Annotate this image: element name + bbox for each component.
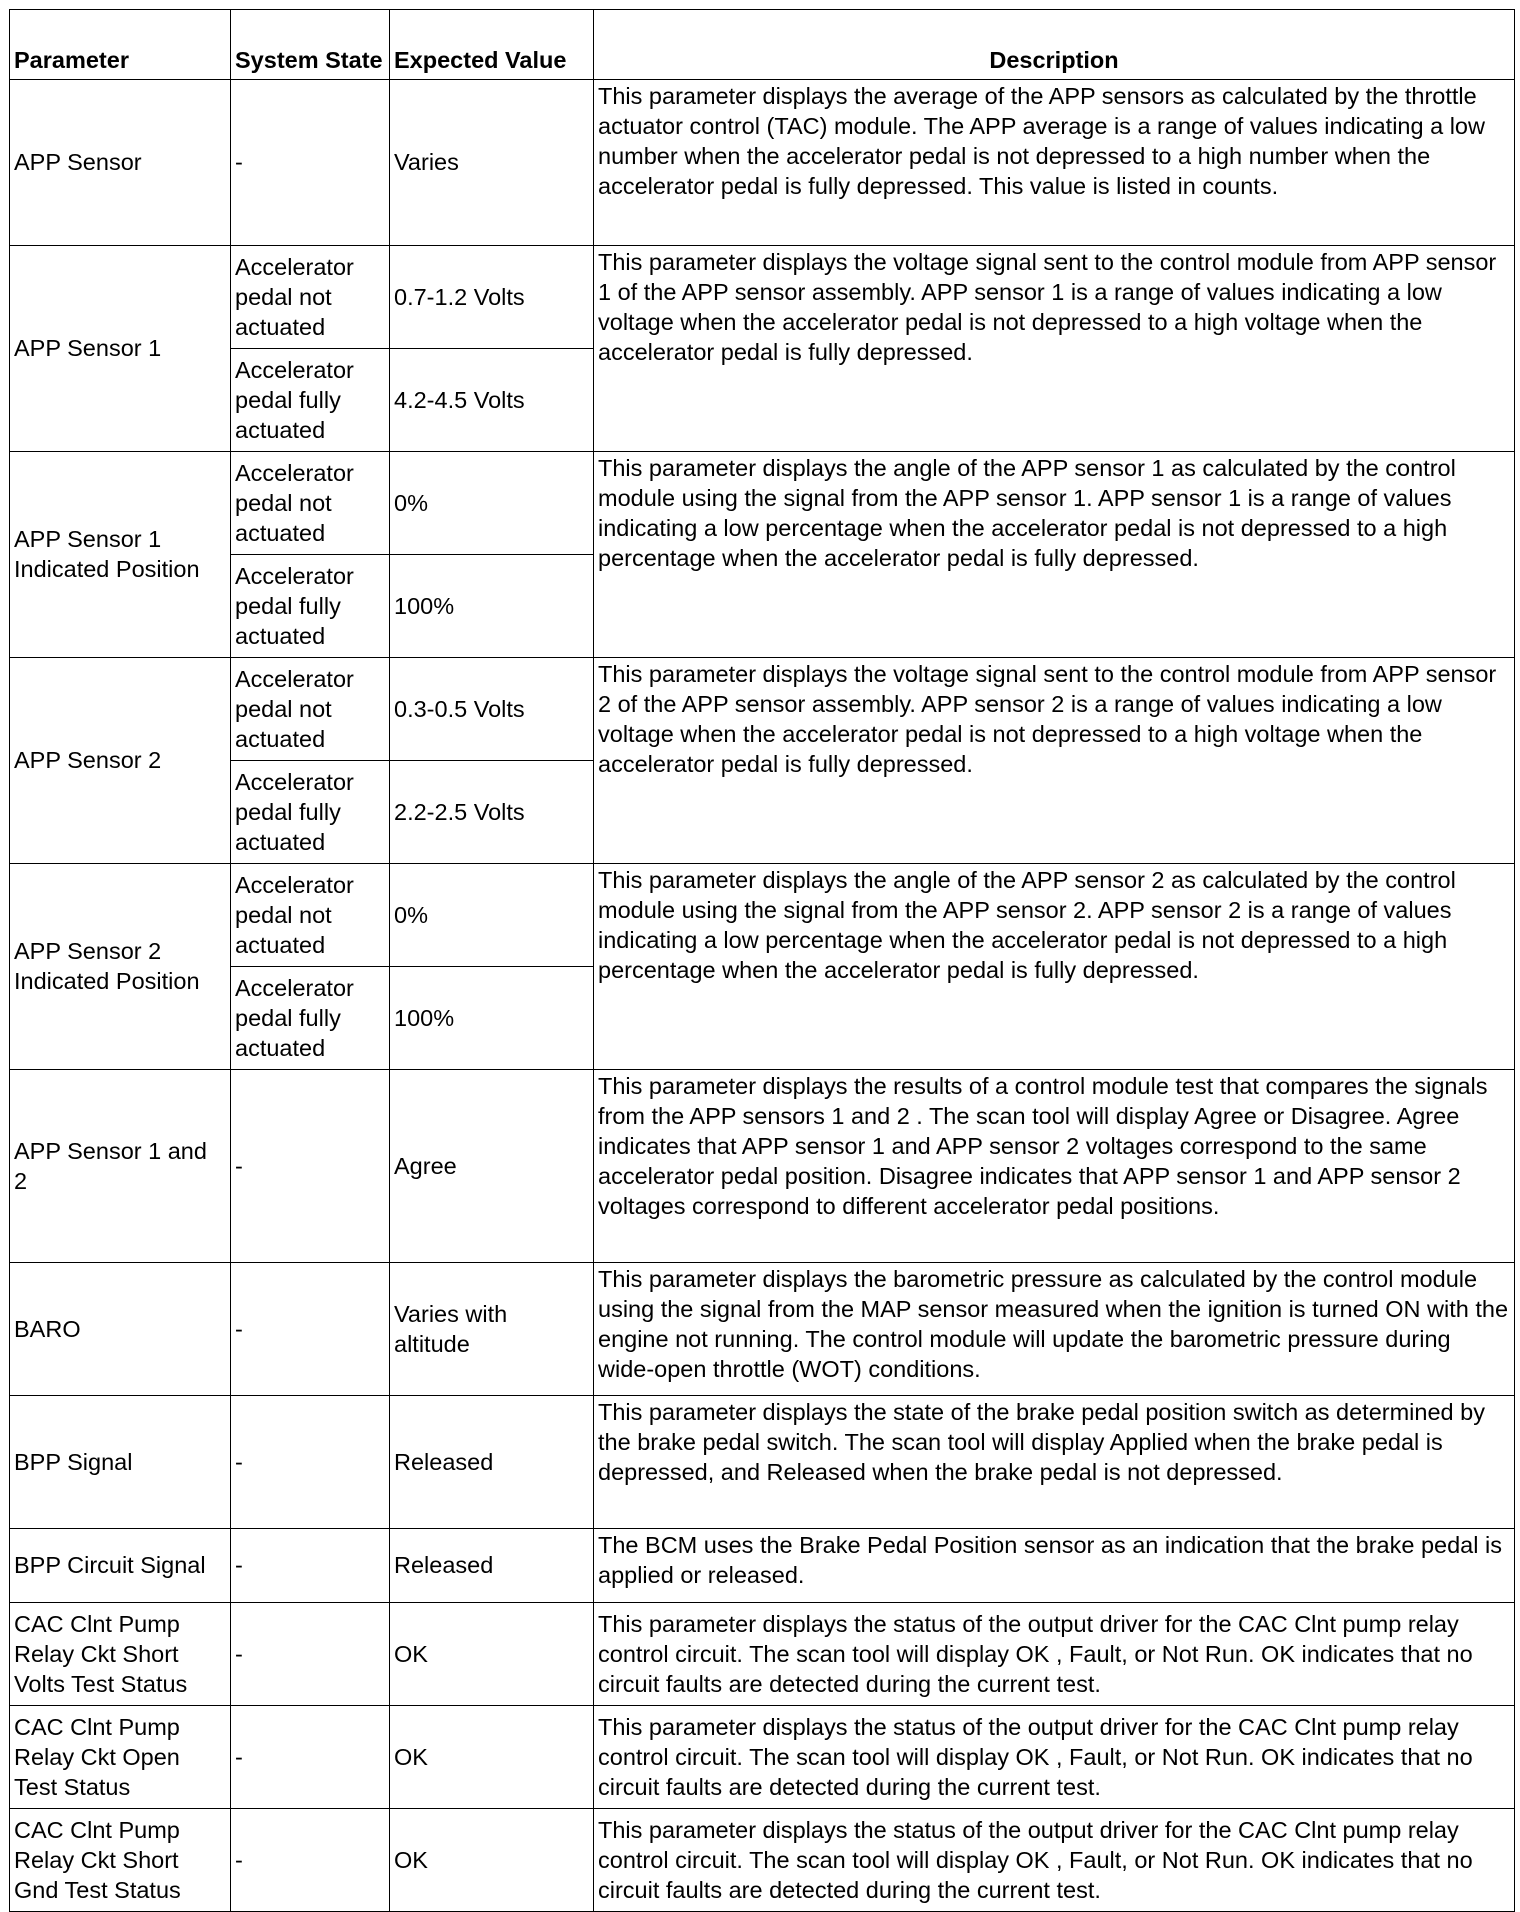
value-cell: Varies with altitude	[390, 1263, 594, 1396]
value-cell: OK	[390, 1603, 594, 1706]
parameter-cell: BPP Signal	[10, 1396, 231, 1529]
value-cell: 0.3-0.5 Volts	[390, 658, 594, 761]
value-cell: OK	[390, 1706, 594, 1809]
state-cell: -	[231, 1706, 390, 1809]
description-cell: This parameter displays the status of the output driver for the CAC Clnt pump relay control circuit. The scan tool will display OK , Fault, or Not Run. OK indicates that no circuit faults are detected during the current test.	[594, 1809, 1515, 1912]
description-cell: This parameter displays the angle of the APP sensor 2 as calculated by the control module using the signal from the APP sensor 2. APP sensor 2 is a range of values indicating a low percentage when the accelerator pedal is not depressed to a high percentage when the accelerator pedal is fully depressed.	[594, 864, 1515, 1070]
value-cell: 100%	[390, 967, 594, 1070]
table-row	[10, 1706, 1515, 1809]
value-cell: Agree	[390, 1070, 594, 1263]
state-cell: Accelerator pedal not actuated	[231, 864, 390, 967]
value-cell: 0%	[390, 864, 594, 967]
value-cell: 4.2-4.5 Volts	[390, 349, 594, 452]
value-cell: 0%	[390, 452, 594, 555]
state-cell: -	[231, 1529, 390, 1603]
table-row	[10, 1529, 1515, 1603]
description-cell: This parameter displays the results of a control module test that compares the signals from the APP sensors 1 and 2 . The scan tool will display Agree or Disagree. Agree indicates that APP sensor 1 and APP sensor 2 voltages correspond to the same accelerator pedal position. Disagree indicates that APP sensor 1 and APP sensor 2 voltages correspond to different accelerator pedal positions.	[594, 1070, 1515, 1263]
value-cell: OK	[390, 1809, 594, 1912]
parameter-cell: CAC Clnt Pump Relay Ckt Short Gnd Test Status	[10, 1809, 231, 1912]
value-cell: Released	[390, 1396, 594, 1529]
description-cell: This parameter displays the voltage signal sent to the control module from APP sensor 2 of the APP sensor assembly. APP sensor 2 is a range of values indicating a low voltage when the accelerator pedal is not depressed to a high voltage when the accelerator pedal is fully depressed.	[594, 658, 1515, 864]
value-cell: Varies	[390, 80, 594, 246]
value-cell: 100%	[390, 555, 594, 658]
table-row	[10, 1396, 1515, 1529]
parameter-cell: BPP Circuit Signal	[10, 1529, 231, 1603]
header-parameter: Parameter	[10, 10, 231, 80]
state-cell: -	[231, 1603, 390, 1706]
state-cell: -	[231, 1070, 390, 1263]
parameter-table	[9, 9, 1515, 1912]
table-row	[10, 1603, 1515, 1706]
value-cell: 2.2-2.5 Volts	[390, 761, 594, 864]
state-cell: -	[231, 1396, 390, 1529]
table-row	[10, 658, 1515, 761]
parameter-cell: APP Sensor	[10, 80, 231, 246]
state-cell: Accelerator pedal not actuated	[231, 658, 390, 761]
state-cell: Accelerator pedal fully actuated	[231, 349, 390, 452]
state-cell: -	[231, 1263, 390, 1396]
header-system-state: System State	[231, 10, 390, 80]
parameter-cell: APP Sensor 2	[10, 658, 231, 864]
table-row	[10, 864, 1515, 967]
state-cell: Accelerator pedal fully actuated	[231, 555, 390, 658]
description-cell: This parameter displays the state of the brake pedal position switch as determined by the brake pedal switch. The scan tool will display Applied when the brake pedal is depressed, and Released when the brake pedal is not depressed.	[594, 1396, 1515, 1529]
description-cell: This parameter displays the voltage signal sent to the control module from APP sensor 1 of the APP sensor assembly. APP sensor 1 is a range of values indicating a low voltage when the accelerator pedal is not depressed to a high voltage when the accelerator pedal is fully depressed.	[594, 246, 1515, 452]
value-cell: Released	[390, 1529, 594, 1603]
table-row	[10, 452, 1515, 555]
parameter-cell: CAC Clnt Pump Relay Ckt Open Test Status	[10, 1706, 231, 1809]
table-row	[10, 1263, 1515, 1396]
parameter-cell: CAC Clnt Pump Relay Ckt Short Volts Test Status	[10, 1603, 231, 1706]
header-row	[10, 10, 1515, 80]
value-cell: 0.7-1.2 Volts	[390, 246, 594, 349]
description-cell: This parameter displays the angle of the APP sensor 1 as calculated by the control module using the signal from the APP sensor 1. APP sensor 1 is a range of values indicating a low percentage when the accelerator pedal is not depressed to a high percentage when the accelerator pedal is fully depressed.	[594, 452, 1515, 658]
description-cell: This parameter displays the status of the output driver for the CAC Clnt pump relay control circuit. The scan tool will display OK , Fault, or Not Run. OK indicates that no circuit faults are detected during the current test.	[594, 1706, 1515, 1809]
header-description: Description	[594, 10, 1515, 80]
state-cell: -	[231, 80, 390, 246]
description-cell: The BCM uses the Brake Pedal Position sensor as an indication that the brake pedal is applied or released.	[594, 1529, 1515, 1603]
parameter-cell: APP Sensor 1	[10, 246, 231, 452]
table-row	[10, 1809, 1515, 1912]
state-cell: Accelerator pedal not actuated	[231, 246, 390, 349]
parameter-cell: APP Sensor 2 Indicated Position	[10, 864, 231, 1070]
parameter-cell: BARO	[10, 1263, 231, 1396]
table-row	[10, 1070, 1515, 1263]
description-cell: This parameter displays the average of the APP sensors as calculated by the throttle actuator control (TAC) module. The APP average is a range of values indicating a low number when the accelerator pedal is not depressed to a high number when the accelerator pedal is fully depressed. This value is listed in counts.	[594, 80, 1515, 246]
header-expected-value: Expected Value	[390, 10, 594, 80]
description-cell: This parameter displays the barometric pressure as calculated by the control module using the signal from the MAP sensor measured when the ignition is turned ON with the engine not running. The control module will update the barometric pressure during wide-open throttle (WOT) conditions.	[594, 1263, 1515, 1396]
state-cell: Accelerator pedal fully actuated	[231, 967, 390, 1070]
parameter-cell: APP Sensor 1 and 2	[10, 1070, 231, 1263]
description-cell: This parameter displays the status of the output driver for the CAC Clnt pump relay control circuit. The scan tool will display OK , Fault, or Not Run. OK indicates that no circuit faults are detected during the current test.	[594, 1603, 1515, 1706]
state-cell: Accelerator pedal not actuated	[231, 452, 390, 555]
parameter-cell: APP Sensor 1 Indicated Position	[10, 452, 231, 658]
table-row	[10, 246, 1515, 349]
state-cell: Accelerator pedal fully actuated	[231, 761, 390, 864]
table-row	[10, 80, 1515, 246]
state-cell: -	[231, 1809, 390, 1912]
